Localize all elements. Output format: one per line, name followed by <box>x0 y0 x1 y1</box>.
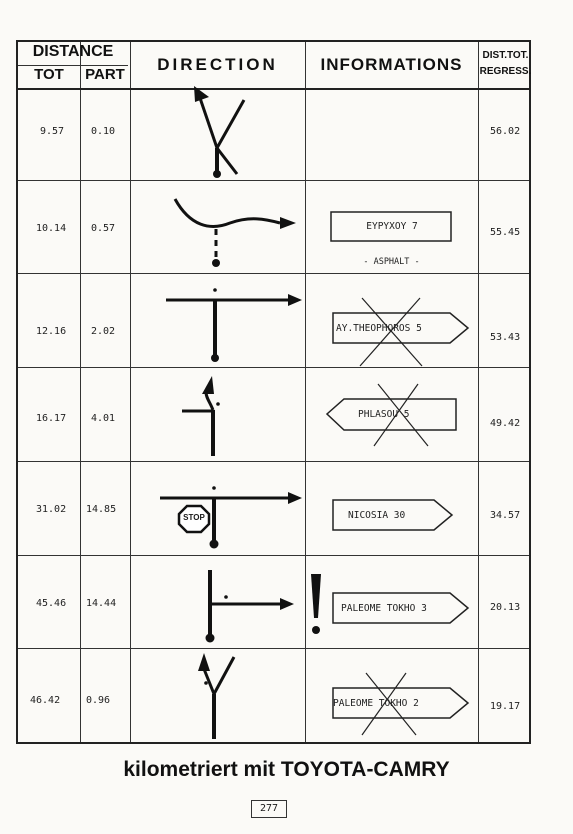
road-surface-note: - ASPHALT - <box>363 257 420 267</box>
distance-part: 14.85 <box>86 504 117 515</box>
header-regress: REGRESS. <box>479 66 532 77</box>
distance-tot: 31.02 <box>36 504 67 515</box>
sign-text: NICOSIA 30 <box>348 510 406 521</box>
straight-on-diagram <box>130 368 305 462</box>
table-row <box>18 88 529 181</box>
sign-text: AY.THEOPHOROS 5 <box>336 323 422 334</box>
header-informations: INFORMATIONS <box>320 55 463 74</box>
t-junction-right-diagram <box>130 274 305 368</box>
page-number: 277 <box>251 800 287 818</box>
fork-left-diagram <box>130 88 305 181</box>
footer-caption: kilometriert mit TOYOTA-CAMRY <box>123 758 450 781</box>
distance-part: 0.96 <box>86 695 111 706</box>
distance-tot: 45.46 <box>36 598 67 609</box>
sign-text: PHLASOU 5 <box>358 409 410 420</box>
stop-then-right-diagram <box>130 462 305 556</box>
distance-part: 0.10 <box>91 126 116 137</box>
dist-tot-regress: 49.42 <box>490 418 521 429</box>
table-row <box>18 181 529 274</box>
distance-part: 0.57 <box>91 223 116 234</box>
header-row <box>18 42 532 90</box>
table-row <box>18 368 529 462</box>
distance-tot: 46.42 <box>30 695 61 706</box>
dist-tot-regress: 20.13 <box>490 602 521 613</box>
distance-tot: 12.16 <box>36 326 67 337</box>
sign-text: EYPYXOY 7 <box>366 221 418 232</box>
sign-text: PALEOME TOKHO 3 <box>341 603 427 614</box>
table-row <box>18 556 529 649</box>
distance-tot: 10.14 <box>36 223 67 234</box>
header-part: PART <box>85 66 125 83</box>
distance-part: 2.02 <box>91 326 116 337</box>
fork-left-y-diagram <box>130 649 305 744</box>
distance-part: 4.01 <box>91 413 116 424</box>
table-row <box>18 274 529 368</box>
table-row <box>18 649 529 744</box>
stop-sign-label: STOP <box>183 513 205 522</box>
header-direction: DIRECTION <box>157 55 278 74</box>
sign-text: PALEOME TOKHO 2 <box>333 698 419 709</box>
header-tot: TOT <box>34 66 64 83</box>
header-dist-tot: DIST.TOT. <box>482 50 529 61</box>
dist-tot-regress: 55.45 <box>490 227 521 238</box>
curve-right-diagram <box>130 181 305 274</box>
dist-tot-regress: 53.43 <box>490 332 521 343</box>
dist-tot-regress: 34.57 <box>490 510 521 521</box>
right-turn-diagram <box>130 556 305 649</box>
exclamation-icon <box>308 566 324 636</box>
distance-part: 14.44 <box>86 598 117 609</box>
table-row <box>18 462 529 556</box>
roadbook-table <box>16 40 531 744</box>
header-distance: DISTANCE <box>32 43 114 60</box>
dist-tot-regress: 56.02 <box>490 126 521 137</box>
distance-tot: 9.57 <box>40 126 65 137</box>
distance-tot: 16.17 <box>36 413 67 424</box>
dist-tot-regress: 19.17 <box>490 701 521 712</box>
